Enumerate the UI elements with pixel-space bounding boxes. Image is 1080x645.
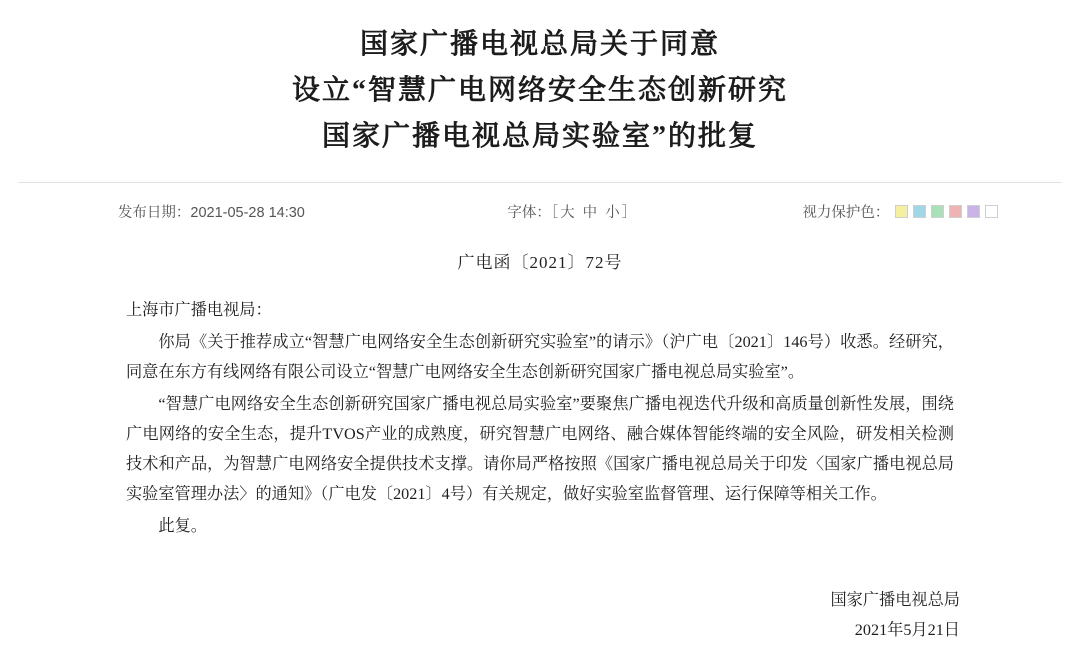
font-bracket-open: ［ [550,205,559,221]
publish-date-label: 发布日期： [117,205,191,221]
document-meta-bar [0,183,1080,222]
document-body [126,295,954,541]
body-paragraph-1: 你局《关于推荐成立“智慧广电网络安全生态创新研究实验室”的请示》（沪广电〔2021〕146号）收悉。经研究，同意在东方有线网络有限公司设立“智慧广电网络安全生态创新研究国家广播电视总局实验室”。 [126,333,954,381]
eye-protect-control [731,201,1070,222]
publish-date [10,201,413,222]
signature-date: 2021年5月21日 [854,621,960,639]
font-size-large[interactable]: 大 [560,205,575,221]
color-swatch-1[interactable] [895,205,908,218]
color-swatch-5[interactable] [967,205,980,218]
font-size-medium[interactable]: 中 [582,205,598,221]
font-size-control [413,201,731,222]
recipient-line: 上海市广播电视局： [126,301,272,319]
font-bracket-close: ］ [621,205,637,221]
color-swatch-6[interactable] [985,205,998,218]
document-title [0,0,1080,160]
color-swatch-3[interactable] [931,205,944,218]
title-line-2: 设立“智慧广电网络安全生态创新研究 [291,75,788,106]
color-swatch-4[interactable] [949,205,962,218]
body-paragraph-3: 此复。 [158,517,207,535]
document-signature [0,585,960,645]
document-number: 广电函〔2021〕72号 [457,253,623,272]
font-size-small[interactable]: 小 [605,205,620,221]
body-paragraph-2: “智慧广电网络安全生态创新研究国家广播电视总局实验室”要聚焦广播电视迭代升级和高质量创新性发展，围绕广电网络的安全生态，提升TVOS产业的成熟度，研究智慧广电网络、融合媒体智能终端的安全风险，研发相关检测技术和产品，为智慧广电网络安全提供技术支撑。请你局严格按照《国家广播电视总局关于印发〈国家广播电视总局实验室管理办法〉的通知》（广电发〔2021〕4号）有关规定，做好实验室监督管理、运行保障等相关工作。 [126,395,954,503]
signature-issuer: 国家广播电视总局 [830,591,960,609]
title-line-1: 国家广播电视总局关于同意 [359,29,720,60]
color-swatch-2[interactable] [913,205,926,218]
eye-protect-label: 视力保护色： [802,205,890,221]
publish-date-value: 2021-05-28 14:30 [190,205,305,221]
title-line-3: 国家广播电视总局实验室”的批复 [321,121,758,152]
color-swatch-list [895,205,998,218]
font-size-label: 字体： [507,205,551,221]
